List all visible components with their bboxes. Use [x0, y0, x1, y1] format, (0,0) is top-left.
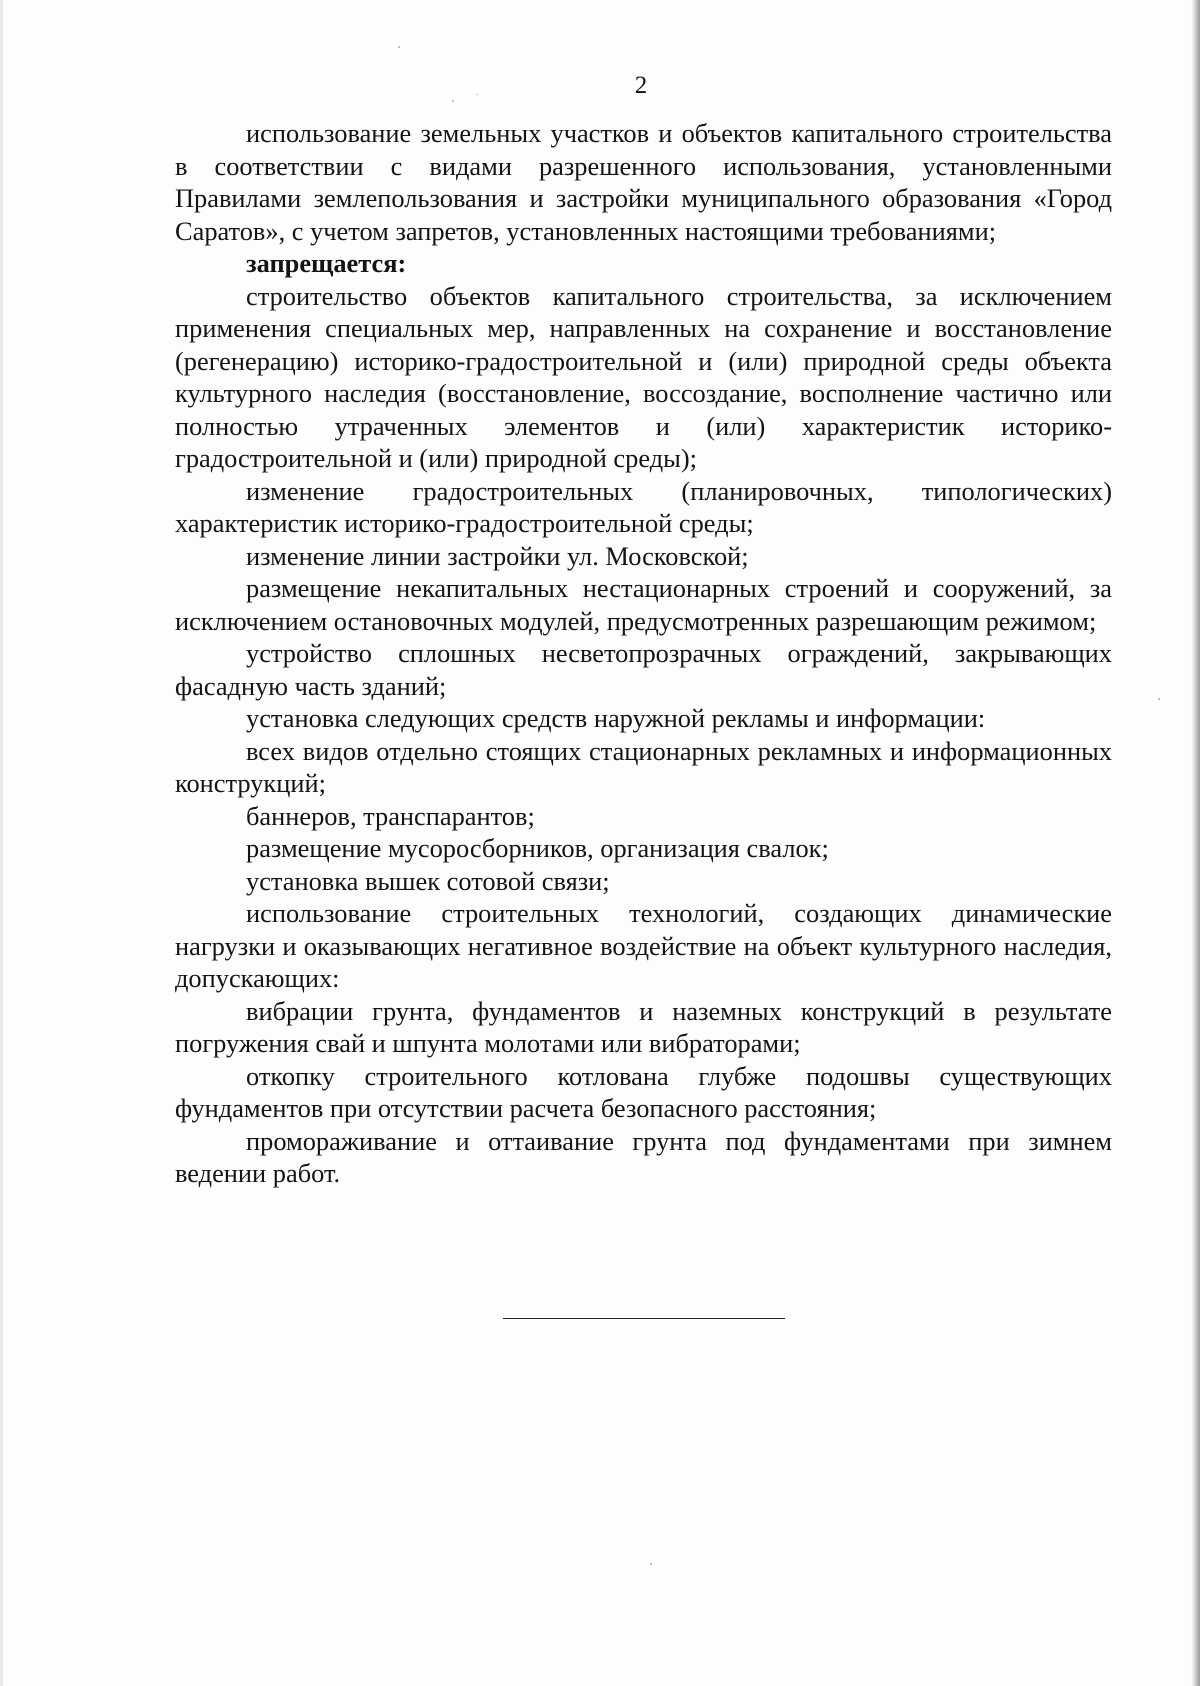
paragraph: строительство объектов капитального строительства, за исключением применения специальных мер, направленных на сохранение и восстановление (регенерацию) историко-градостроительной и (или) природной среды объекта культурного наследия (восстановление, воссоздание, восполнение частично или полностью утраченных элементов и (или) характеристик историко-градостроительной и (или) природной среды); — [175, 280, 1112, 473]
scan-speck — [1158, 698, 1160, 700]
paragraph: использование земельных участков и объектов капитального строительства в соответствии с видами разрешенного использования, установленными Правилами землепользования и застройки муниципального образования «Город Саратов», с учетом запретов, установленных настоящими требованиями; — [175, 118, 1112, 246]
scan-edge-right — [1191, 0, 1200, 1686]
paragraph: всех видов отдельно стоящих стационарных рекламных и информационных конструкций; — [175, 735, 1112, 798]
scan-edge-left — [0, 0, 3, 1686]
paragraph: размещение мусоросборников, организация свалок; — [246, 833, 829, 863]
paragraph: использование строительных технологий, создающих динамические нагрузки и оказывающих негативное воздействие на объект культурного наследия, допускающих: — [175, 898, 1112, 993]
page-number: 2 — [634, 72, 648, 99]
paragraph: вибрации грунта, фундаментов и наземных конструкций в результате погружения свай и шпунта молотами или вибраторами; — [175, 995, 1112, 1058]
end-of-document-rule — [503, 1318, 785, 1319]
paragraph: размещение некапитальных нестационарных строений и сооружений, за исключением остановочных модулей, предусмотренных разрешающим режимом; — [175, 573, 1112, 636]
paragraph: изменение линии застройки ул. Московской; — [246, 540, 749, 571]
paragraph: баннеров, транспарантов; — [246, 800, 535, 831]
paragraph: промораживание и оттаивание грунта под фундаментами при зимнем ведении работ. — [175, 1125, 1112, 1188]
scan-speck — [650, 1563, 652, 1565]
section-heading: запрещается: — [246, 248, 407, 278]
paragraph: установка следующих средств наружной рекламы и информации: — [246, 703, 986, 733]
paragraph: откопку строительного котлована глубже подошвы существующих фундаментов при отсутствии расчета безопасного расстояния; — [175, 1060, 1112, 1123]
scan-speck — [398, 46, 400, 48]
scan-speck — [452, 100, 454, 102]
paragraph: устройство сплошных несветопрозрачных ограждений, закрывающих фасадную часть зданий; — [175, 638, 1112, 701]
paragraph: изменение градостроительных (планировочных, типологических) характеристик историко-градостроительной среды; — [175, 475, 1112, 538]
paragraph: установка вышек сотовой связи; — [246, 865, 610, 896]
document-body — [175, 117, 1112, 1190]
